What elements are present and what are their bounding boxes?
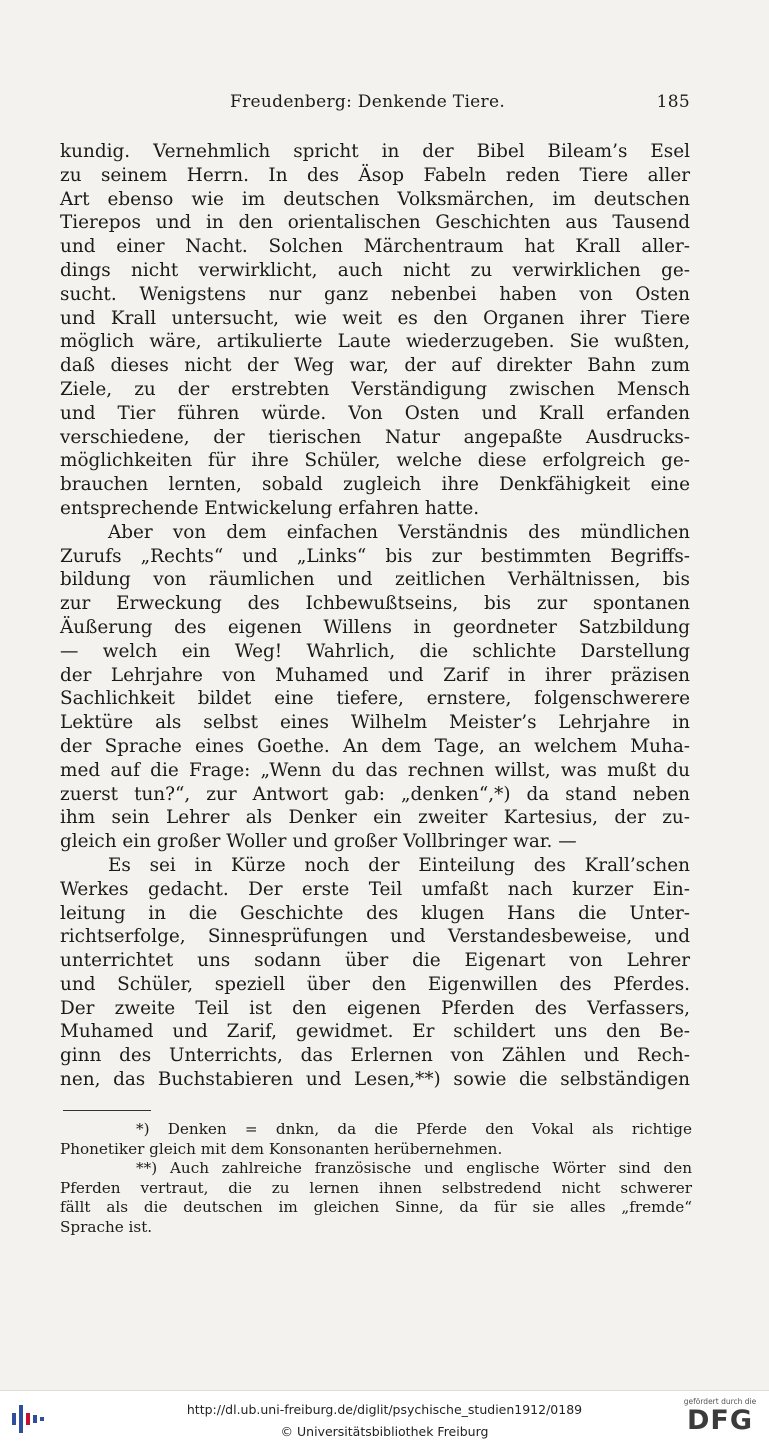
- text-line: brauchen lernten, sobald zugleich ihre Denkfähigkeit eine: [60, 474, 690, 496]
- text-line: zuerst tun?“, zur Antwort gab: „denken“,*) da stand neben: [60, 783, 690, 805]
- text-line: bildung von räumlichen und zeitlichen Verhältnissen, bis: [60, 569, 690, 591]
- text-line: möglichkeiten für ihre Schüler, welche diese erfolgreich ge-: [60, 450, 690, 472]
- text-line: entsprechende Entwickelung erfahren hatte.: [60, 497, 480, 519]
- text-line: sucht. Wenigstens nur ganz nebenbei haben von Osten: [60, 283, 690, 305]
- text-line: und Tier führen würde. Von Osten und Krall erfanden: [60, 402, 690, 424]
- footnote-line: *) Denken = dnkn, da die Pferde den Vokal als richtige: [136, 1120, 692, 1138]
- footnote-line: **) Auch zahlreiche französische und englische Wörter sind den: [136, 1159, 692, 1177]
- footnote-line: fällt als die deutschen im gleichen Sinne, da für sie alles „fremde“: [60, 1198, 692, 1216]
- text-line: der Lehrjahre von Muhamed und Zarif in ihrer präzisen: [60, 664, 690, 686]
- text-line: gleich ein großer Woller und großer Vollbringer war. —: [60, 831, 577, 853]
- document-url: http://dl.ub.uni-freiburg.de/diglit/psychische_studien1912/0189: [186, 1402, 583, 1417]
- text-line: der Sprache eines Goethe. An dem Tage, an welchem Muha-: [60, 735, 690, 757]
- footnote-line: Pferden vertraut, die zu lernen ihnen selbstredend nicht schwerer: [60, 1178, 692, 1197]
- text-line: ihm sein Lehrer als Denker ein zweiter Kartesius, der zu-: [60, 807, 690, 829]
- running-title: Freudenberg: Denkende Tiere.: [230, 92, 506, 112]
- text-line: zu seinem Herrn. In des Äsop Fabeln reden Tiere aller: [60, 164, 690, 186]
- text-line: Ziele, zu der erstrebten Verständigung zwischen Mensch: [60, 378, 690, 400]
- text-line: dings nicht verwirklicht, auch nicht zu verwirklichen ge-: [60, 259, 690, 281]
- text-line: Werkes gedacht. Der erste Teil umfaßt nach kurzer Ein-: [60, 878, 690, 900]
- page-number: 185: [656, 92, 690, 112]
- text-line: nen, das Buchstabieren und Lesen,**) sowie die selbständigen: [60, 1069, 690, 1091]
- running-header: [60, 92, 690, 120]
- footnote-line: Phonetiker gleich mit dem Konsonanten herübernehmen.: [60, 1139, 503, 1158]
- text-line: richtserfolge, Sinnesprüfungen und Verstandesbeweise, und: [60, 926, 690, 948]
- dfg-logo-icon: [679, 1397, 761, 1441]
- text-line: Äußerung des eigenen Willens in geordneter Satzbildung: [60, 616, 690, 638]
- text-line: Art ebenso wie im deutschen Volksmärchen, im deutschen: [60, 188, 690, 210]
- dfg-mark: DFG: [686, 1405, 754, 1436]
- footnotes: [60, 1120, 692, 1237]
- text-line: — welch ein Weg! Wahrlich, die schlichte Darstellung: [60, 640, 690, 662]
- text-line: leitung in die Geschichte des klugen Hans die Unter-: [60, 902, 690, 924]
- text-line: Es sei in Kürze noch der Einteilung des Krall’schen: [108, 854, 690, 876]
- text-line: Der zweite Teil ist den eigenen Pferden des Verfassers,: [60, 997, 690, 1019]
- footnote-line: Sprache ist.: [60, 1217, 153, 1236]
- footnote-divider: [63, 1110, 151, 1111]
- text-line: zur Erweckung des Ichbewußtseins, bis zur spontanen: [60, 593, 690, 615]
- text-line: Sachlichkeit bildet eine tiefere, ernstere, folgenschwerere: [60, 688, 690, 710]
- text-line: Muhamed und Zarif, gewidmet. Er schildert uns den Be-: [60, 1021, 690, 1043]
- text-line: Lektüre als selbst eines Wilhelm Meister’s Lehrjahre in: [60, 712, 690, 734]
- text-line: ginn des Unterrichts, das Erlernen von Zählen und Rech-: [60, 1045, 690, 1067]
- text-line: verschiedene, der tierischen Natur angepaßte Ausdrucks-: [60, 426, 690, 448]
- text-line: Tierepos und in den orientalischen Geschichten aus Tausend: [60, 212, 690, 234]
- text-line: kundig. Vernehmlich spricht in der Bibel Bileam’s Esel: [60, 141, 690, 162]
- text-line: Aber von dem einfachen Verständnis des mündlichen: [108, 521, 690, 543]
- dfg-caption: gefördert durch die: [683, 1397, 757, 1406]
- viewer-footer: [0, 1390, 769, 1446]
- text-line: und Krall untersucht, wie weit es den Organen ihrer Tiere: [60, 307, 690, 329]
- text-line: und einer Nacht. Solchen Märchentraum hat Krall aller-: [60, 236, 690, 258]
- main-text: [60, 140, 690, 1092]
- text-line: daß dieses nicht der Weg war, der auf direkter Bahn zum: [60, 355, 690, 377]
- text-line: und Schüler, speziell über den Eigenwillen des Pferdes.: [60, 973, 690, 995]
- text-line: unterrichtet uns sodann über die Eigenart von Lehrer: [60, 950, 690, 972]
- text-line: Zurufs „Rechts“ und „Links“ bis zur bestimmten Begriffs-: [60, 545, 690, 567]
- copyright-notice: © Universitätsbibliothek Freiburg: [280, 1424, 489, 1439]
- text-line: möglich wäre, artikulierte Laute wiederzugeben. Sie wußten,: [60, 331, 690, 353]
- text-line: med auf die Frage: „Wenn du das rechnen willst, was mußt du: [60, 759, 690, 781]
